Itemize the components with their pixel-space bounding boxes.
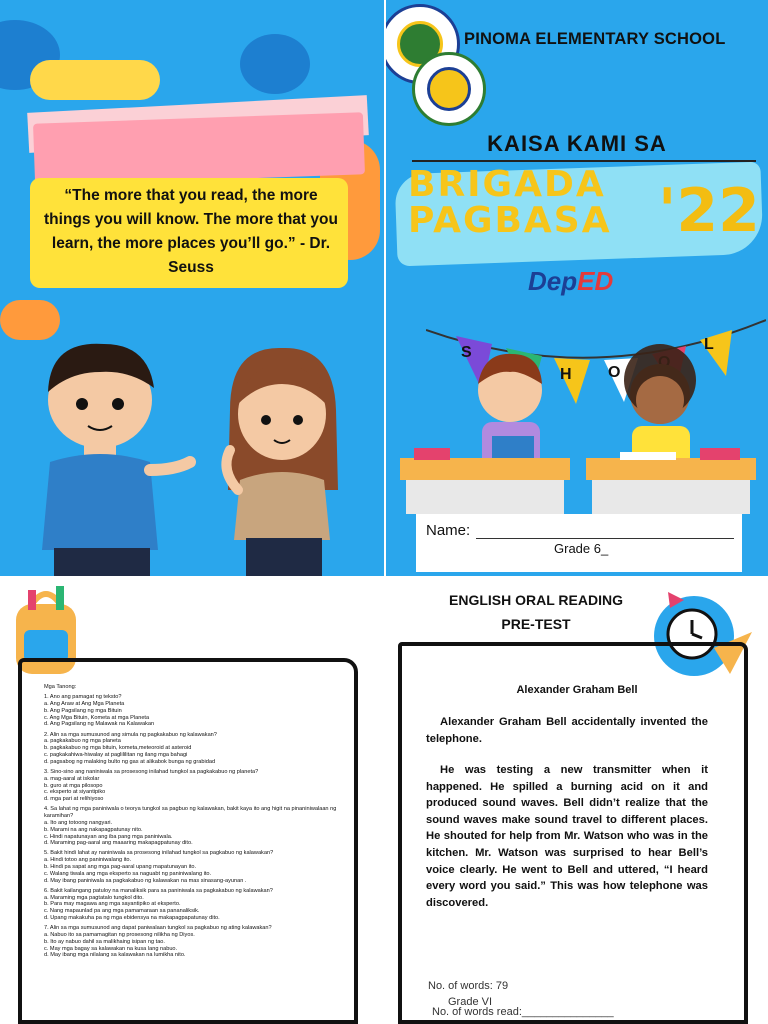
deped-logo: DepED xyxy=(528,266,614,296)
answer-choice[interactable]: d. Ang Pagsilang ng Malawak na Kalawakan xyxy=(44,721,155,728)
answer-choice[interactable]: b. Ang Pagsilang ng mga Bituin xyxy=(44,707,122,714)
test-header-line-2: PRE-TEST xyxy=(501,616,571,632)
answer-choice[interactable]: d. mga pari at relihiyoso xyxy=(44,796,104,803)
questions-panel xyxy=(0,578,384,1024)
question: 4. Sa lahat ng mga paniniwala o teorya tungkol sa pagbuo ng kalawakan, bakit kaya ito ang higit na pinaniniwalaan ng karamihan? xyxy=(44,806,337,820)
answer-choice[interactable]: d. Maraming pag-aaral ang maaaring makapagpatunay dito. xyxy=(44,840,193,847)
answer-choice[interactable]: a. pagkakabuo ng mga planeta xyxy=(44,738,121,745)
answer-choice[interactable]: c. eksperto at siyantipiko xyxy=(44,789,106,796)
school-name: PINOMA ELEMENTARY SCHOOL xyxy=(464,30,726,48)
question: 7. Alin sa mga sumusunod ang dapat paniwalaan tungkol sa pagkabuo ng ating kalawakan? xyxy=(44,925,272,932)
girl-illustration xyxy=(210,340,360,576)
answer-choice[interactable]: a. Ang Araw at Ang Mga Planeta xyxy=(44,700,125,707)
question: 5. Bakit hindi lahat ay naniniwala sa prosesong inilahad tungkol sa pagkabuo ng kalawakan? xyxy=(44,850,274,857)
test-header xyxy=(386,588,686,636)
answer-choice[interactable]: d. pagsabog ng malaking bulto ng gas at alikabok bunga ng grabidad xyxy=(44,758,216,765)
question: 6. Bakit kailangang patuloy na manaliksik para sa paniniwala sa pagkakabuo ng kalawakan? xyxy=(44,887,273,894)
banner-brigada: BRIGADA xyxy=(408,164,606,205)
answer-choice[interactable]: a. mag-aaral at iskolar xyxy=(44,775,100,782)
passage-grade: Grade VI xyxy=(448,996,493,1008)
bunting-letter: L xyxy=(704,336,714,353)
answer-choice[interactable]: c. May mga bagay sa kalawakan na kusa lang nabuo. xyxy=(44,945,178,952)
question: 1. Ano ang pamagat ng teksto? xyxy=(44,694,122,701)
answer-choice[interactable]: b. guro at mga pilosopo xyxy=(44,782,103,789)
answer-choice[interactable]: c. Nang mapaunlad pa ang mga pamamaraan sa pananaliksik. xyxy=(44,908,200,915)
answer-choice[interactable]: d. May ibang paniniwala sa pagkakabuo ng kalawakan na mas sinasang-ayunan . xyxy=(44,877,247,884)
cover-quote-panel xyxy=(0,0,384,576)
bunting-letter: S xyxy=(461,344,472,361)
name-label: Name: xyxy=(426,522,471,539)
front-cover-panel xyxy=(386,0,768,576)
bunting-letter: O xyxy=(608,364,621,381)
answer-choice[interactable]: b. pagkakabuo ng mga bituin, kometa,meteoroid at asteroid xyxy=(44,745,192,752)
paint-splash xyxy=(240,34,310,94)
answer-choice[interactable]: c. Ang Mga Bituin, Kometa at mga Planeta xyxy=(44,714,150,721)
answer-choice[interactable]: c. pagkakahiwa-hiwalay at paglililitan ng ilang mga bahagi xyxy=(44,751,188,758)
answer-choice[interactable]: c. Hindi napatunayan ang iba pang mga paniniwala. xyxy=(44,833,173,840)
question: 3. Sino-sino ang naniniwala sa prosesong inilahad tungkol sa pagkakabuo ng planeta? xyxy=(44,768,259,775)
answer-choice[interactable]: b. Para may magawa ang mga sayantipiko at eksperto. xyxy=(44,901,181,908)
boy-illustration xyxy=(30,330,200,576)
passage-paragraph-1: Alexander Graham Bell accidentally invented the telephone. xyxy=(426,716,708,745)
yellow-splash xyxy=(30,60,160,100)
word-count: No. of words: 79 xyxy=(428,980,509,992)
test-header-line-1: ENGLISH ORAL READING xyxy=(449,592,623,608)
name-field[interactable] xyxy=(476,538,734,539)
passage-title: Alexander Graham Bell xyxy=(516,684,638,696)
answer-choice[interactable]: b. Marami na ang nakapagpatunay nito. xyxy=(44,826,143,833)
question: 2. Alin sa mga sumusunod ang simula ng pagkakabuo ng kalawakan? xyxy=(44,731,217,738)
pink-brush-stroke xyxy=(33,112,365,185)
kids-reading-illustration xyxy=(400,340,760,516)
banner-year: '22 xyxy=(658,176,760,246)
passage-paragraph-2: He was testing a new transmitter when it happened. He spilled a burning acid on it and produced sound waves. Bell didn’t realize that the sound waves make sound travel to different places. He shouted for help from Mr. Watson who was in the kitchen. Mr. Watson was surprised to hear Bell’s voice clearly. He went to Bell and uttered, “I heard every word you said.” This was how telephone was discovered. xyxy=(426,764,708,909)
banner-pagbasa: PAGBASA xyxy=(408,200,612,241)
questions-heading: Mga Tanong: xyxy=(44,684,77,690)
answer-choice[interactable]: d. May ibang mga nilalang sa kalawakan na lumikha nito. xyxy=(44,952,186,959)
answer-choice[interactable]: b. Ito ay nabuo dahil sa malikhaing isipan ng tao. xyxy=(44,938,165,945)
answer-choice[interactable]: b. Hindi pa sapat ang mga pag-aaral upang mapatunayan ito. xyxy=(44,864,197,871)
answer-choice[interactable]: c. Walang tiwala ang mga eksperto sa naguabt ng paniniwalang ito. xyxy=(44,870,212,877)
banner-line-1: KAISA KAMI SA xyxy=(487,131,667,156)
answer-choice[interactable]: a. Ito ang totoong nangyari. xyxy=(44,819,113,826)
answer-choice[interactable]: a. Maraming mga pagtatalo tungkol dito. xyxy=(44,894,144,901)
school-seal-icon xyxy=(412,52,486,126)
questions-list xyxy=(44,684,340,963)
answer-choice[interactable]: d. Upang makakuha pa ng mga ebidensya na makapagpapatunay dito. xyxy=(44,915,220,922)
passage-panel xyxy=(386,578,768,1024)
bunting-letter: H xyxy=(560,366,572,383)
divider xyxy=(412,160,756,162)
grade-label: Grade 6_ xyxy=(554,541,609,556)
answer-choice[interactable]: a. Nabuo ito sa pamamagitan ng prosesong nilikha ng Diyos. xyxy=(44,932,195,939)
seuss-quote: “The more that you read, the more things you will know. The more that you learn, the more places you’ll go.” - Dr. Seuss xyxy=(44,187,338,276)
answer-choice[interactable]: a. Hindi totoo ang paniniwalang ito. xyxy=(44,857,132,864)
words-read-field[interactable]: No. of words read:_______________ xyxy=(432,1006,614,1018)
